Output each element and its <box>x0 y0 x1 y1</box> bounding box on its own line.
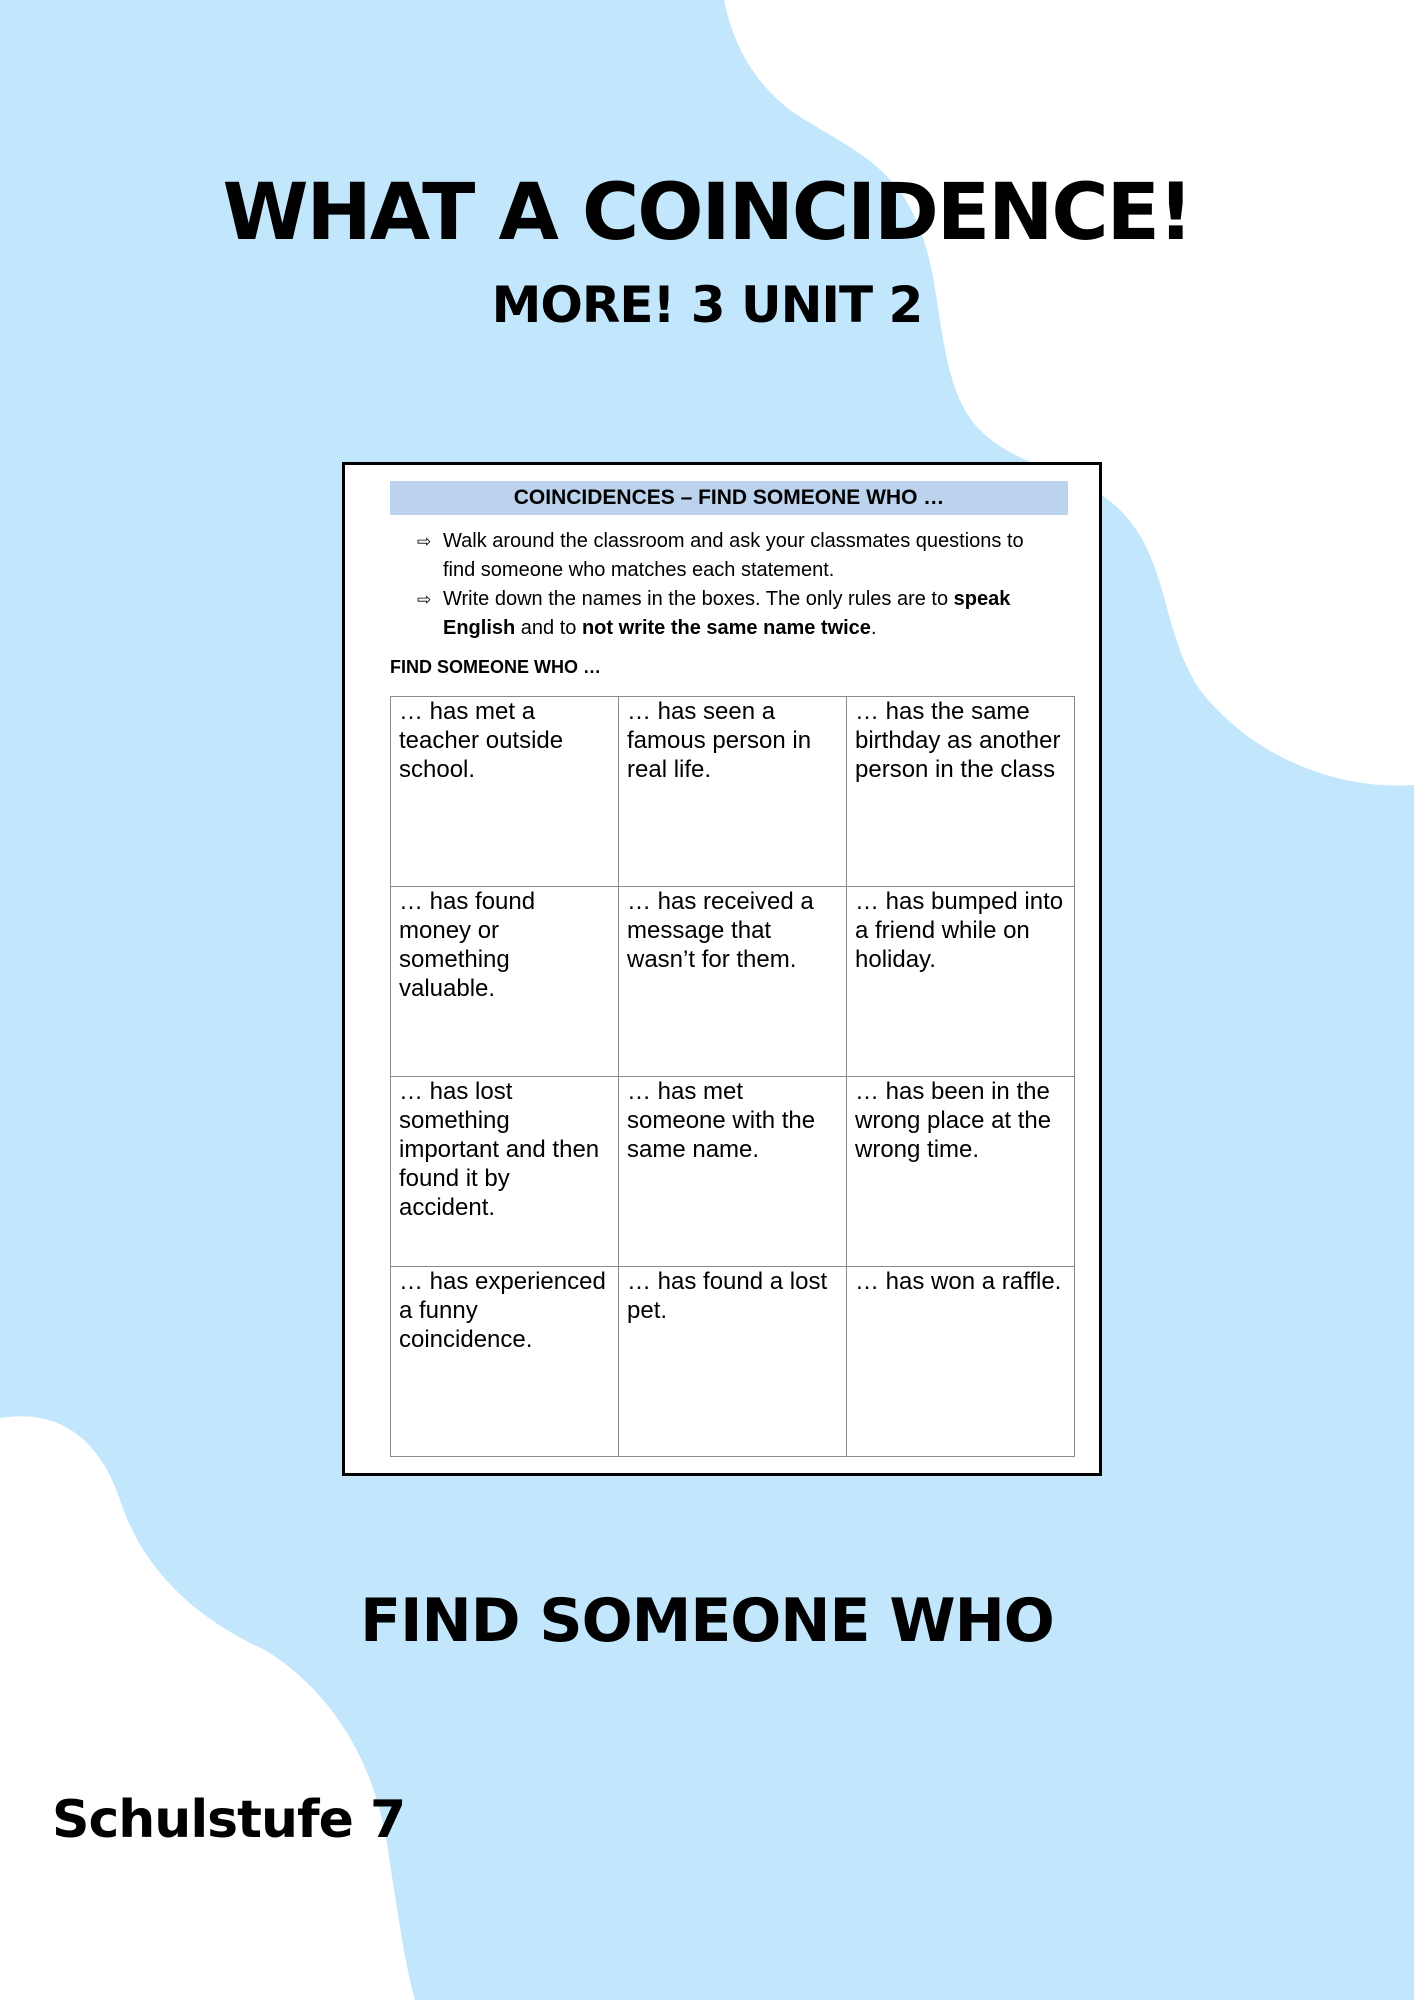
grid-row <box>391 887 1075 1077</box>
arrow-right-icon: ⇨ <box>417 532 432 551</box>
worksheet-preview <box>342 462 1102 1476</box>
grid-cell: … has lost something important and then found it by accident. <box>391 1077 619 1267</box>
grid-cell: … has experienced a funny coincidence. <box>391 1267 619 1457</box>
worksheet-heading: COINCIDENCES – FIND SOMEONE WHO … <box>390 481 1068 515</box>
instruction-text <box>443 588 1010 639</box>
bottom-left-white-blob <box>0 1416 415 2000</box>
grid-cell: … has been in the wrong place at the wrong time. <box>847 1077 1075 1267</box>
cover-subtitle: MORE! 3 UNIT 2 <box>491 276 923 334</box>
instruction-item <box>417 527 1057 585</box>
bottom-title: FIND SOMEONE WHO <box>360 1586 1054 1656</box>
grid-row <box>391 697 1075 887</box>
instruction-text-part: Write down the names in the boxes. The only rules are to <box>443 588 954 610</box>
grid-cell: … has bumped into a friend while on holiday. <box>847 887 1075 1077</box>
instruction-rule-no-repeat: not write the same name twice <box>581 617 871 639</box>
instruction-text: Walk around the classroom and ask your classmates questions to find someone who matches each statement. <box>443 530 1024 581</box>
grid-row <box>391 1077 1075 1267</box>
instruction-text-part: . <box>870 617 877 639</box>
arrow-right-icon: ⇨ <box>417 590 432 609</box>
instructions <box>417 527 1057 643</box>
school-level: Schulstufe 7 <box>52 1790 406 1850</box>
statement-grid <box>390 696 1075 1457</box>
instruction-text-part: and to <box>515 617 582 639</box>
grid-cell: … has won a raffle. <box>847 1267 1075 1457</box>
grid-cell: … has met a teacher outside school. <box>391 697 619 887</box>
grid-cell: … has the same birthday as another person in the class <box>847 697 1075 887</box>
cover-title: WHAT A COINCIDENCE! <box>222 168 1192 258</box>
grid-cell: … has found a lost pet. <box>619 1267 847 1457</box>
instruction-rule-speak-english: speak English <box>443 588 1011 639</box>
grid-cell: … has received a message that wasn’t for them. <box>619 887 847 1077</box>
find-someone-label: FIND SOMEONE WHO … <box>390 657 601 677</box>
grid-row <box>391 1267 1075 1457</box>
grid-cell: … has seen a famous person in real life. <box>619 697 847 887</box>
grid-cell: … has found money or something valuable. <box>391 887 619 1077</box>
instruction-item <box>417 585 1057 643</box>
grid-cell: … has met someone with the same name. <box>619 1077 847 1267</box>
